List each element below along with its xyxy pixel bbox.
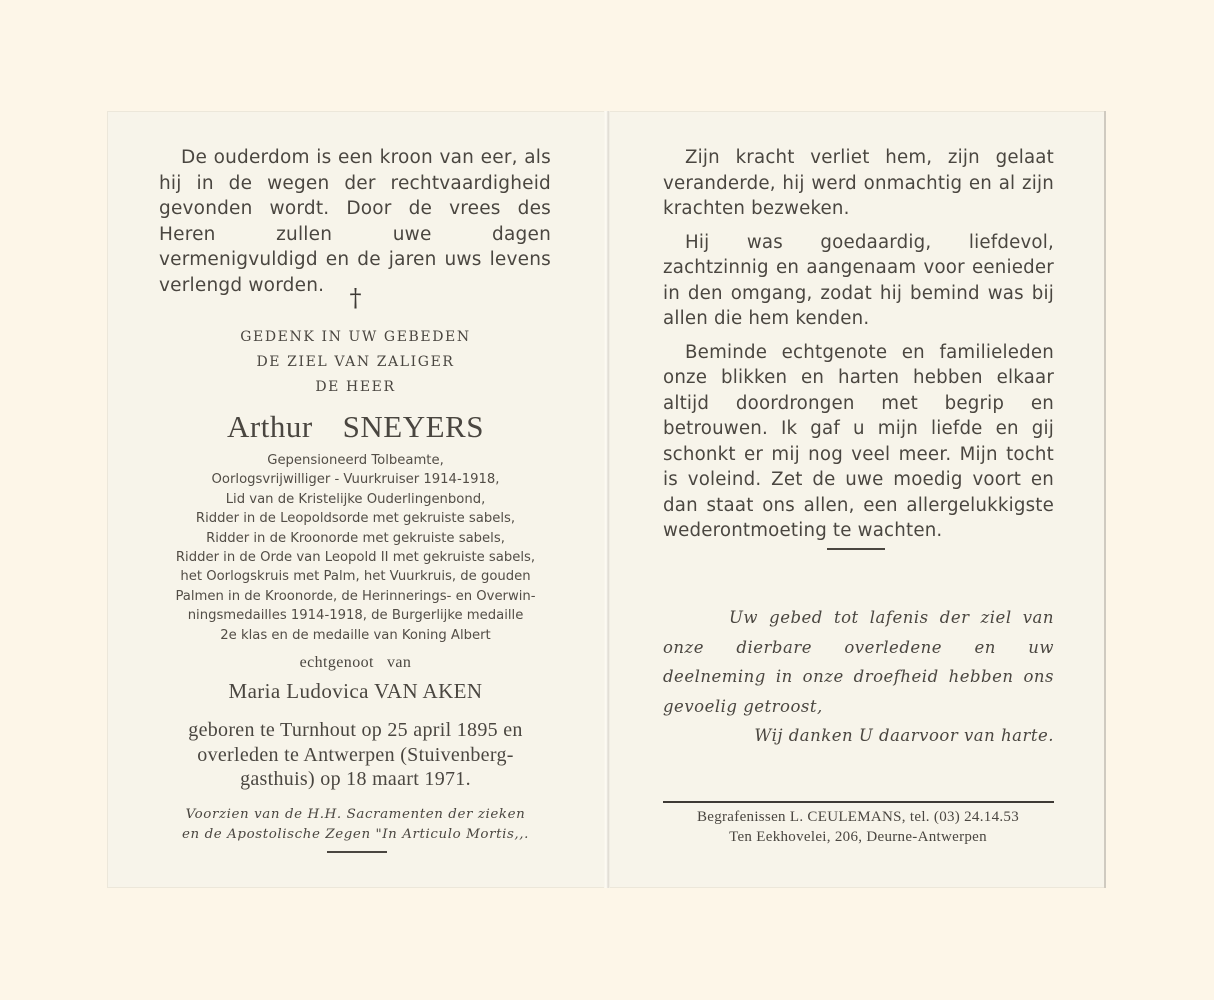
thanks-text: Uw gebed tot lafenis der ziel van onze dierbare overledene en uw deelneming in onze droefheid hebben ons gevoelig getroost, xyxy=(663,608,1054,716)
title-line: Oorlogsvrijwilliger - Vuurkruiser 1914-1918, xyxy=(211,472,500,488)
thanks-sign: Wij danken U daarvoor van harte. xyxy=(754,726,1054,745)
sacraments-line: en de Apostolische Zegen "In Articulo Mortis,,. xyxy=(182,827,529,842)
title-line: Lid van de Kristelijke Ouderlingenbond, xyxy=(225,491,486,507)
bible-quote xyxy=(159,145,551,298)
divider xyxy=(827,548,885,550)
dates-line: gasthuis) op 18 maart 1971. xyxy=(240,768,471,790)
memorial-card xyxy=(107,111,1106,888)
deceased-name xyxy=(107,409,604,445)
quote-text: De ouderdom is een kroon van eer, als hij in de wegen der rechtvaardigheid gevonden wordt. Door de vrees des Heren zullen uwe dagen vermenigvuldigd en de jaren uws levens verlengd worden. xyxy=(159,147,551,296)
divider xyxy=(663,801,1054,803)
sacraments-note xyxy=(147,805,564,845)
remember-line-2: DE ZIEL VAN ZALIGER xyxy=(256,354,455,370)
farewell-text xyxy=(663,145,1054,552)
title-line: 2e klas en de medaille van Koning Albert xyxy=(220,627,491,643)
paragraph: Hij was goedaardig, liefdevol, zachtzinnig en aangenaam voor eenieder in den omgang, zodat hij bemind was bij allen die hem kenden. xyxy=(663,231,1054,329)
undertaker-line: Begrafenissen L. CEULEMANS, tel. (03) 24.14.53 xyxy=(696,809,1020,825)
title-line: Ridder in de Kroonorde met gekruiste sabels, xyxy=(206,530,505,546)
spouse-label: echtgenoot van xyxy=(299,654,412,671)
title-line: ningsmedailles 1914-1918, de Burgerlijke medaille xyxy=(187,608,524,624)
paragraph: Zijn kracht verliet hem, zijn gelaat veranderde, hij werd onmachtig en al zijn krachten bezweken. xyxy=(663,147,1054,219)
thanks-note xyxy=(663,603,1054,751)
remember-line-3: DE HEER xyxy=(315,379,396,395)
paragraph: Beminde echtgenote en familieleden onze blikken en harten hebben elkaar altijd doordrongen met begrip en betrouwen. Ik gaf u mijn liefde en gij schonkt er mij nog veel meer. Mijn tocht is voleind. Zet de uwe moedig voort en dan staat ons allen, een allergelukkigste wederontmoeting te wachten. xyxy=(663,341,1054,541)
title-line: Ridder in de Leopoldsorde met gekruiste sabels, xyxy=(195,511,516,527)
sacraments-line: Voorzien van de H.H. Sacramenten der zieken xyxy=(185,807,526,822)
deceased-first-name: Arthur xyxy=(227,409,313,444)
right-panel xyxy=(610,111,1106,888)
title-line: Palmen in de Kroonorde, de Herinnerings- en Overwin- xyxy=(175,588,536,604)
titles-list xyxy=(147,451,564,645)
title-line: het Oorlogskruis met Palm, het Vuurkruis, de gouden xyxy=(180,569,531,585)
dates-line: overleden te Antwerpen (Stuivenberg- xyxy=(197,743,514,766)
undertaker-info xyxy=(650,807,1066,847)
remember-line-1: GEDENK IN UW GEBEDEN xyxy=(240,329,471,345)
title-line: Ridder in de Orde van Leopold II met gekruiste sabels, xyxy=(175,550,536,566)
undertaker-line: Ten Eekhovelei, 206, Deurne-Antwerpen xyxy=(729,829,987,845)
spouse-name: Maria Ludovica VAN AKEN xyxy=(228,679,483,703)
left-panel xyxy=(107,111,604,888)
title-line: Gepensioneerd Tolbeamte, xyxy=(267,453,444,468)
divider xyxy=(327,851,387,853)
cross-icon: † xyxy=(349,284,362,312)
dates-line: geboren te Turnhout op 25 april 1895 en xyxy=(188,719,523,741)
birth-death-dates xyxy=(147,718,564,792)
deceased-last-name: SNEYERS xyxy=(342,409,484,444)
